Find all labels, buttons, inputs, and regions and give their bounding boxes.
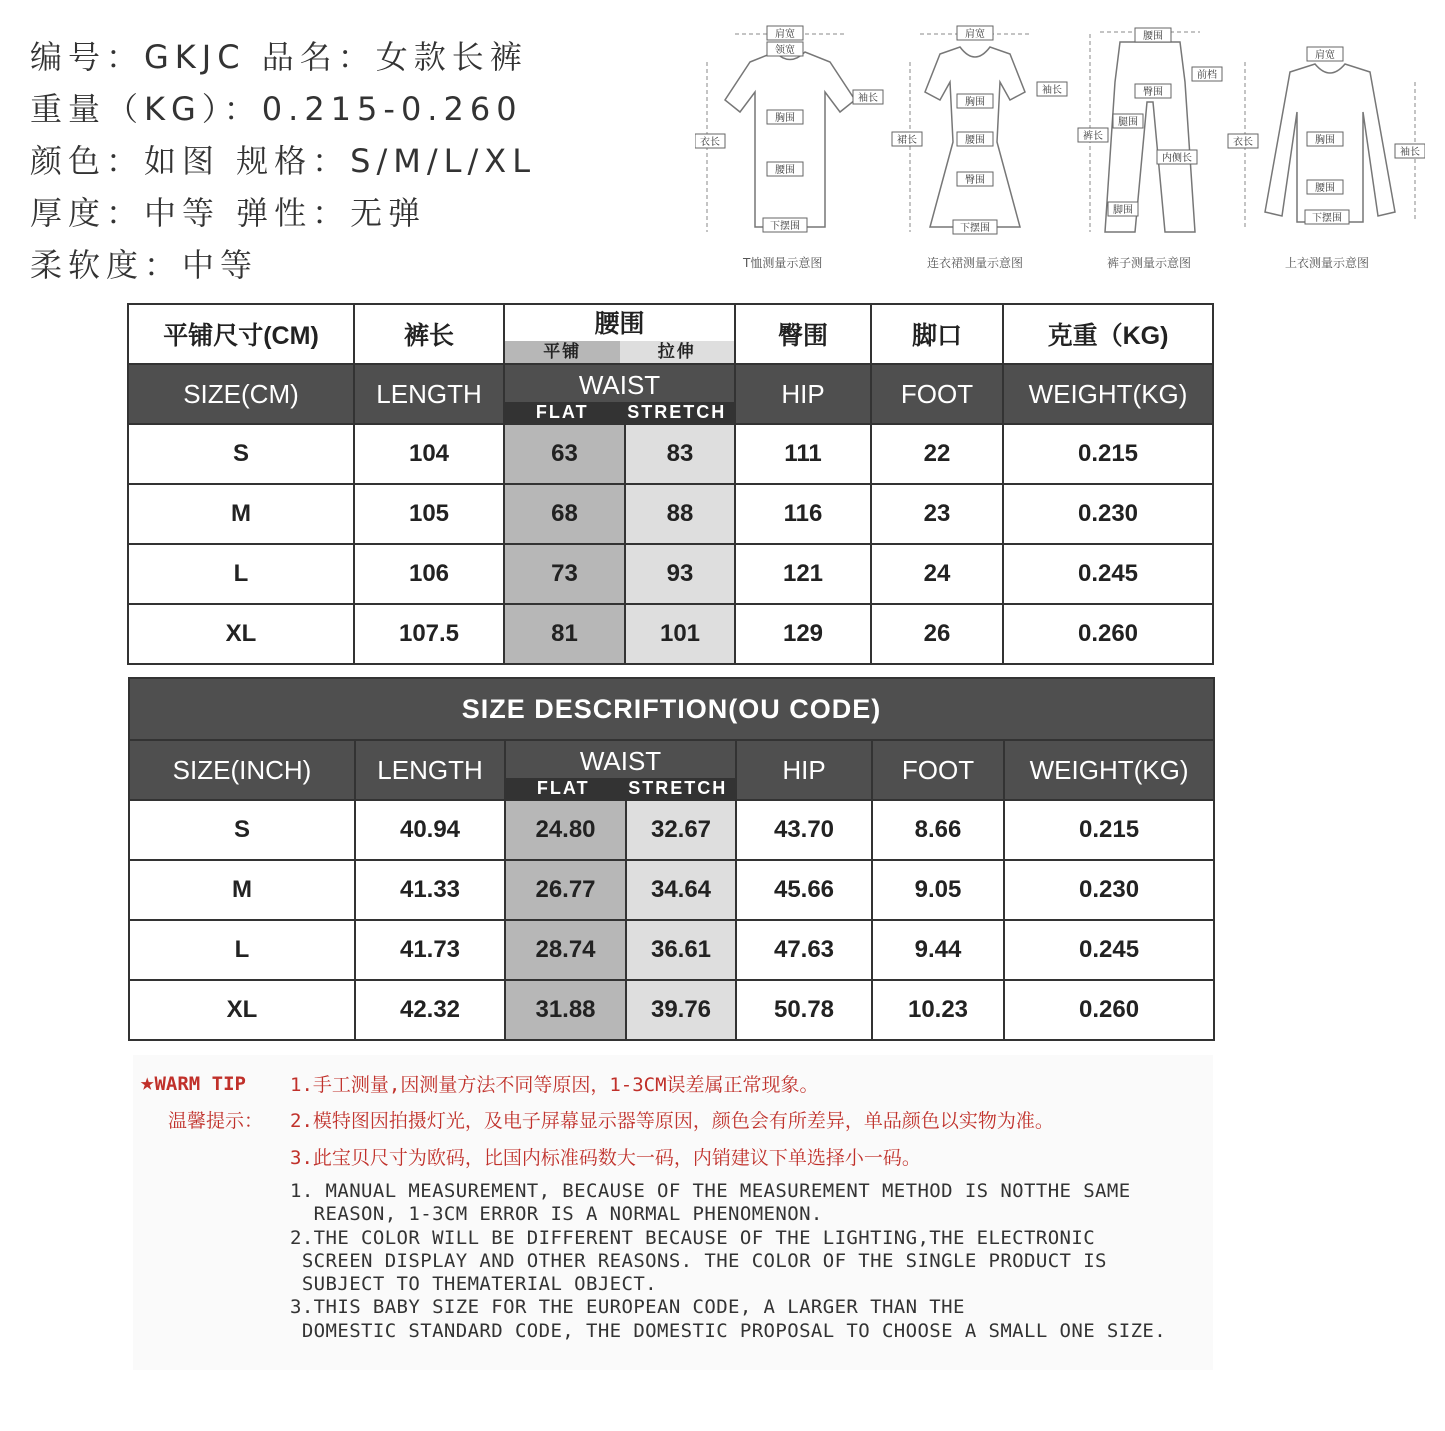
table-header-cn [128,304,1213,364]
length-cell: 104 [354,424,504,484]
hip-cell: 45.66 [736,860,872,920]
table-row [129,800,1214,860]
diagram-label: 胸围 [775,113,795,124]
waist-flat-cell: 24.80 [505,800,626,860]
header-cell-waist [504,304,735,364]
garment-sketches [695,22,1425,274]
diagram-label: 肩宽 [965,29,985,40]
diagram-label: 腿围 [1118,117,1138,128]
header-cell: LENGTH [354,364,504,424]
waist-stretch-cell: 34.64 [626,860,736,920]
waist-stretch-cell: 93 [625,544,735,604]
foot-cell: 26 [871,604,1003,664]
size-cell: S [129,800,355,860]
hip-cell: 129 [735,604,871,664]
header-cell: HIP [736,740,872,800]
table-row [128,424,1213,484]
foot-cell: 23 [871,484,1003,544]
diagram-label: 袖长 [1042,85,1062,96]
waist-sub-cn [505,341,734,363]
length-cell: 41.33 [355,860,505,920]
flat-label: FLAT [536,778,590,798]
diagram-label: 脚围 [1113,205,1133,216]
waist-stretch-cell: 101 [625,604,735,664]
diagram-label: 衣长 [1233,137,1253,148]
foot-cell: 22 [871,424,1003,484]
diagram-label: 袖长 [1400,147,1420,158]
waist-flat-cell: 63 [504,424,625,484]
length-cell: 105 [354,484,504,544]
size-cell: XL [128,604,354,664]
diagram-label: 下摆围 [1312,213,1342,224]
table-header-en [129,740,1214,800]
table-header-en [128,364,1213,424]
size-cell: M [129,860,355,920]
weight-cell: 0.215 [1003,424,1213,484]
waist-label: 腰围 [594,310,645,338]
waist-flat-cell: 26.77 [505,860,626,920]
info-line-color: 颜色：如图 规格：S/M/L/XL [30,142,537,180]
waist-label: WAIST [578,370,661,400]
length-cell: 41.73 [355,920,505,980]
waist-stretch-cell: 36.61 [626,920,736,980]
weight-cell: 0.230 [1004,860,1214,920]
header-cell: 平铺尺寸(CM) [128,304,354,364]
info-line-softness: 柔软度：中等 [30,246,259,284]
diagram-label: 臀围 [965,175,985,186]
length-cell: 107.5 [354,604,504,664]
hip-cell: 47.63 [736,920,872,980]
table-row [129,860,1214,920]
header-cell-waist [505,740,736,800]
size-table-inch [128,677,1215,1041]
diagram-caption-pants: 裤子测量示意图 [1107,256,1192,270]
info-line-weight: 重量（KG）：0.215-0.260 [30,90,523,128]
waist-flat-cell: 81 [504,604,625,664]
diagram-caption-tshirt: T恤测量示意图 [743,256,823,270]
length-cell: 106 [354,544,504,604]
length-cell: 42.32 [355,980,505,1040]
diagram-label: 内侧长 [1162,153,1192,164]
stretch-label: 拉伸 [620,341,735,363]
hip-cell: 43.70 [736,800,872,860]
tip-cn-line-3: 3.此宝贝尺寸为欧码，比国内标准码数大一码，内销建议下单选择小一码。 [290,1147,921,1169]
diagram-label: 裤长 [1083,131,1103,142]
table-row [128,604,1213,664]
size-cell: XL [129,980,355,1040]
weight-cell: 0.245 [1004,920,1214,980]
length-cell: 40.94 [355,800,505,860]
flat-label: FLAT [535,402,589,422]
warm-tip-label-cn: 温馨提示： [168,1110,264,1132]
diagram-label: 下摆围 [770,221,800,232]
foot-cell: 10.23 [872,980,1004,1040]
measurement-diagrams [695,22,1425,274]
diagram-label: 前档 [1197,70,1217,81]
header-cell: FOOT [871,364,1003,424]
size-cell: S [128,424,354,484]
star-icon: ★ [140,1068,155,1096]
size-table-cm [127,303,1214,665]
table-title: SIZE DESCRIFTION(OU CODE) [129,678,1214,740]
header-cell: LENGTH [355,740,505,800]
size-cell: M [128,484,354,544]
hip-cell: 121 [735,544,871,604]
waist-sub-en [505,402,734,423]
diagram-label: 袖长 [858,93,878,104]
weight-cell: 0.260 [1003,604,1213,664]
foot-cell: 8.66 [872,800,1004,860]
diagram-label: 腰围 [775,165,795,176]
diagram-label: 下摆围 [960,223,990,234]
waist-label: WAIST [579,746,662,776]
header-cell: FOOT [872,740,1004,800]
header-cell: WEIGHT(KG) [1003,364,1213,424]
waist-flat-cell: 28.74 [505,920,626,980]
waist-stretch-cell: 39.76 [626,980,736,1040]
diagram-label: 衣长 [700,137,720,148]
waist-flat-cell: 31.88 [505,980,626,1040]
warm-tip-label: WARM TIP [154,1073,246,1095]
diagram-label: 臀围 [1143,87,1163,98]
weight-cell: 0.230 [1003,484,1213,544]
header-cell: SIZE(INCH) [129,740,355,800]
table-row [129,920,1214,980]
hip-cell: 116 [735,484,871,544]
tip-en-text: 1. MANUAL MEASUREMENT, BECAUSE OF THE MEASUREMENT METHOD IS NOTTHE SAME REASON, 1-3CM ERROR IS A NORMAL PHENOMENON. 2.THE COLOR WILL BE DIFFERENT BECAUSE OF THE LIGHTING,THE ELECTRONIC SCREEN DISPLAY AND OTHER REASONS. THE COLOR OF THE SINGLE PRODUCT IS SUBJECT TO THEMATERIAL OBJECT. 3.THIS BABY SIZE FOR THE EUROPEAN CODE, A LARGER THAN THE DOMESTIC STANDARD CODE, THE DOMESTIC PROPOSAL TO CHOOSE A SMALL ONE SIZE. [290,1180,1167,1342]
stretch-label: STRETCH [628,778,728,798]
info-line-code: 编号：GKJC 品名：女款长裤 [30,38,528,76]
diagram-label: 腰围 [1143,31,1163,42]
size-cell: L [128,544,354,604]
waist-stretch-cell: 88 [625,484,735,544]
stretch-label: STRETCH [627,402,727,422]
table-title-row [129,678,1214,740]
hip-cell: 111 [735,424,871,484]
foot-cell: 24 [871,544,1003,604]
diagram-label: 肩宽 [1315,50,1335,61]
header-cell: HIP [735,364,871,424]
table-row [129,980,1214,1040]
size-cell: L [129,920,355,980]
table-row [128,484,1213,544]
waist-stretch-cell: 83 [625,424,735,484]
diagram-label: 胸围 [965,97,985,108]
diagram-label: 胸围 [1315,135,1335,146]
diagram-label: 腰围 [1315,183,1335,194]
header-cell-waist [504,364,735,424]
diagram-label: 裙长 [897,135,917,146]
table-row [128,544,1213,604]
header-cell: SIZE(CM) [128,364,354,424]
header-cell: 臀围 [735,304,871,364]
diagram-label: 肩宽 [775,29,795,40]
flat-label: 平铺 [505,341,620,363]
tip-cn-line-1: 1.手工测量,因测量方法不同等原因，1-3CM误差属正常现象。 [290,1074,819,1096]
header-cell: 裤长 [354,304,504,364]
weight-cell: 0.245 [1003,544,1213,604]
diagram-label: 领宽 [775,45,795,56]
waist-sub-en [506,778,735,799]
weight-cell: 0.260 [1004,980,1214,1040]
foot-cell: 9.05 [872,860,1004,920]
diagram-caption-top: 上衣测量示意图 [1285,256,1370,270]
header-cell: WEIGHT(KG) [1004,740,1214,800]
header-cell: 脚口 [871,304,1003,364]
waist-flat-cell: 73 [504,544,625,604]
diagram-label: 腰围 [965,135,985,146]
hip-cell: 50.78 [736,980,872,1040]
weight-cell: 0.215 [1004,800,1214,860]
waist-flat-cell: 68 [504,484,625,544]
info-line-thickness: 厚度：中等 弹性：无弹 [30,194,427,232]
warm-tip-label-en [140,1068,246,1096]
diagram-caption-dress: 连衣裙测量示意图 [927,256,1024,270]
header-cell: 克重（KG) [1003,304,1213,364]
tip-cn-line-2: 2.模特图因拍摄灯光，及电子屏幕显示器等原因，颜色会有所差异，单品颜色以实物为准。 [290,1110,1054,1132]
waist-stretch-cell: 32.67 [626,800,736,860]
foot-cell: 9.44 [872,920,1004,980]
